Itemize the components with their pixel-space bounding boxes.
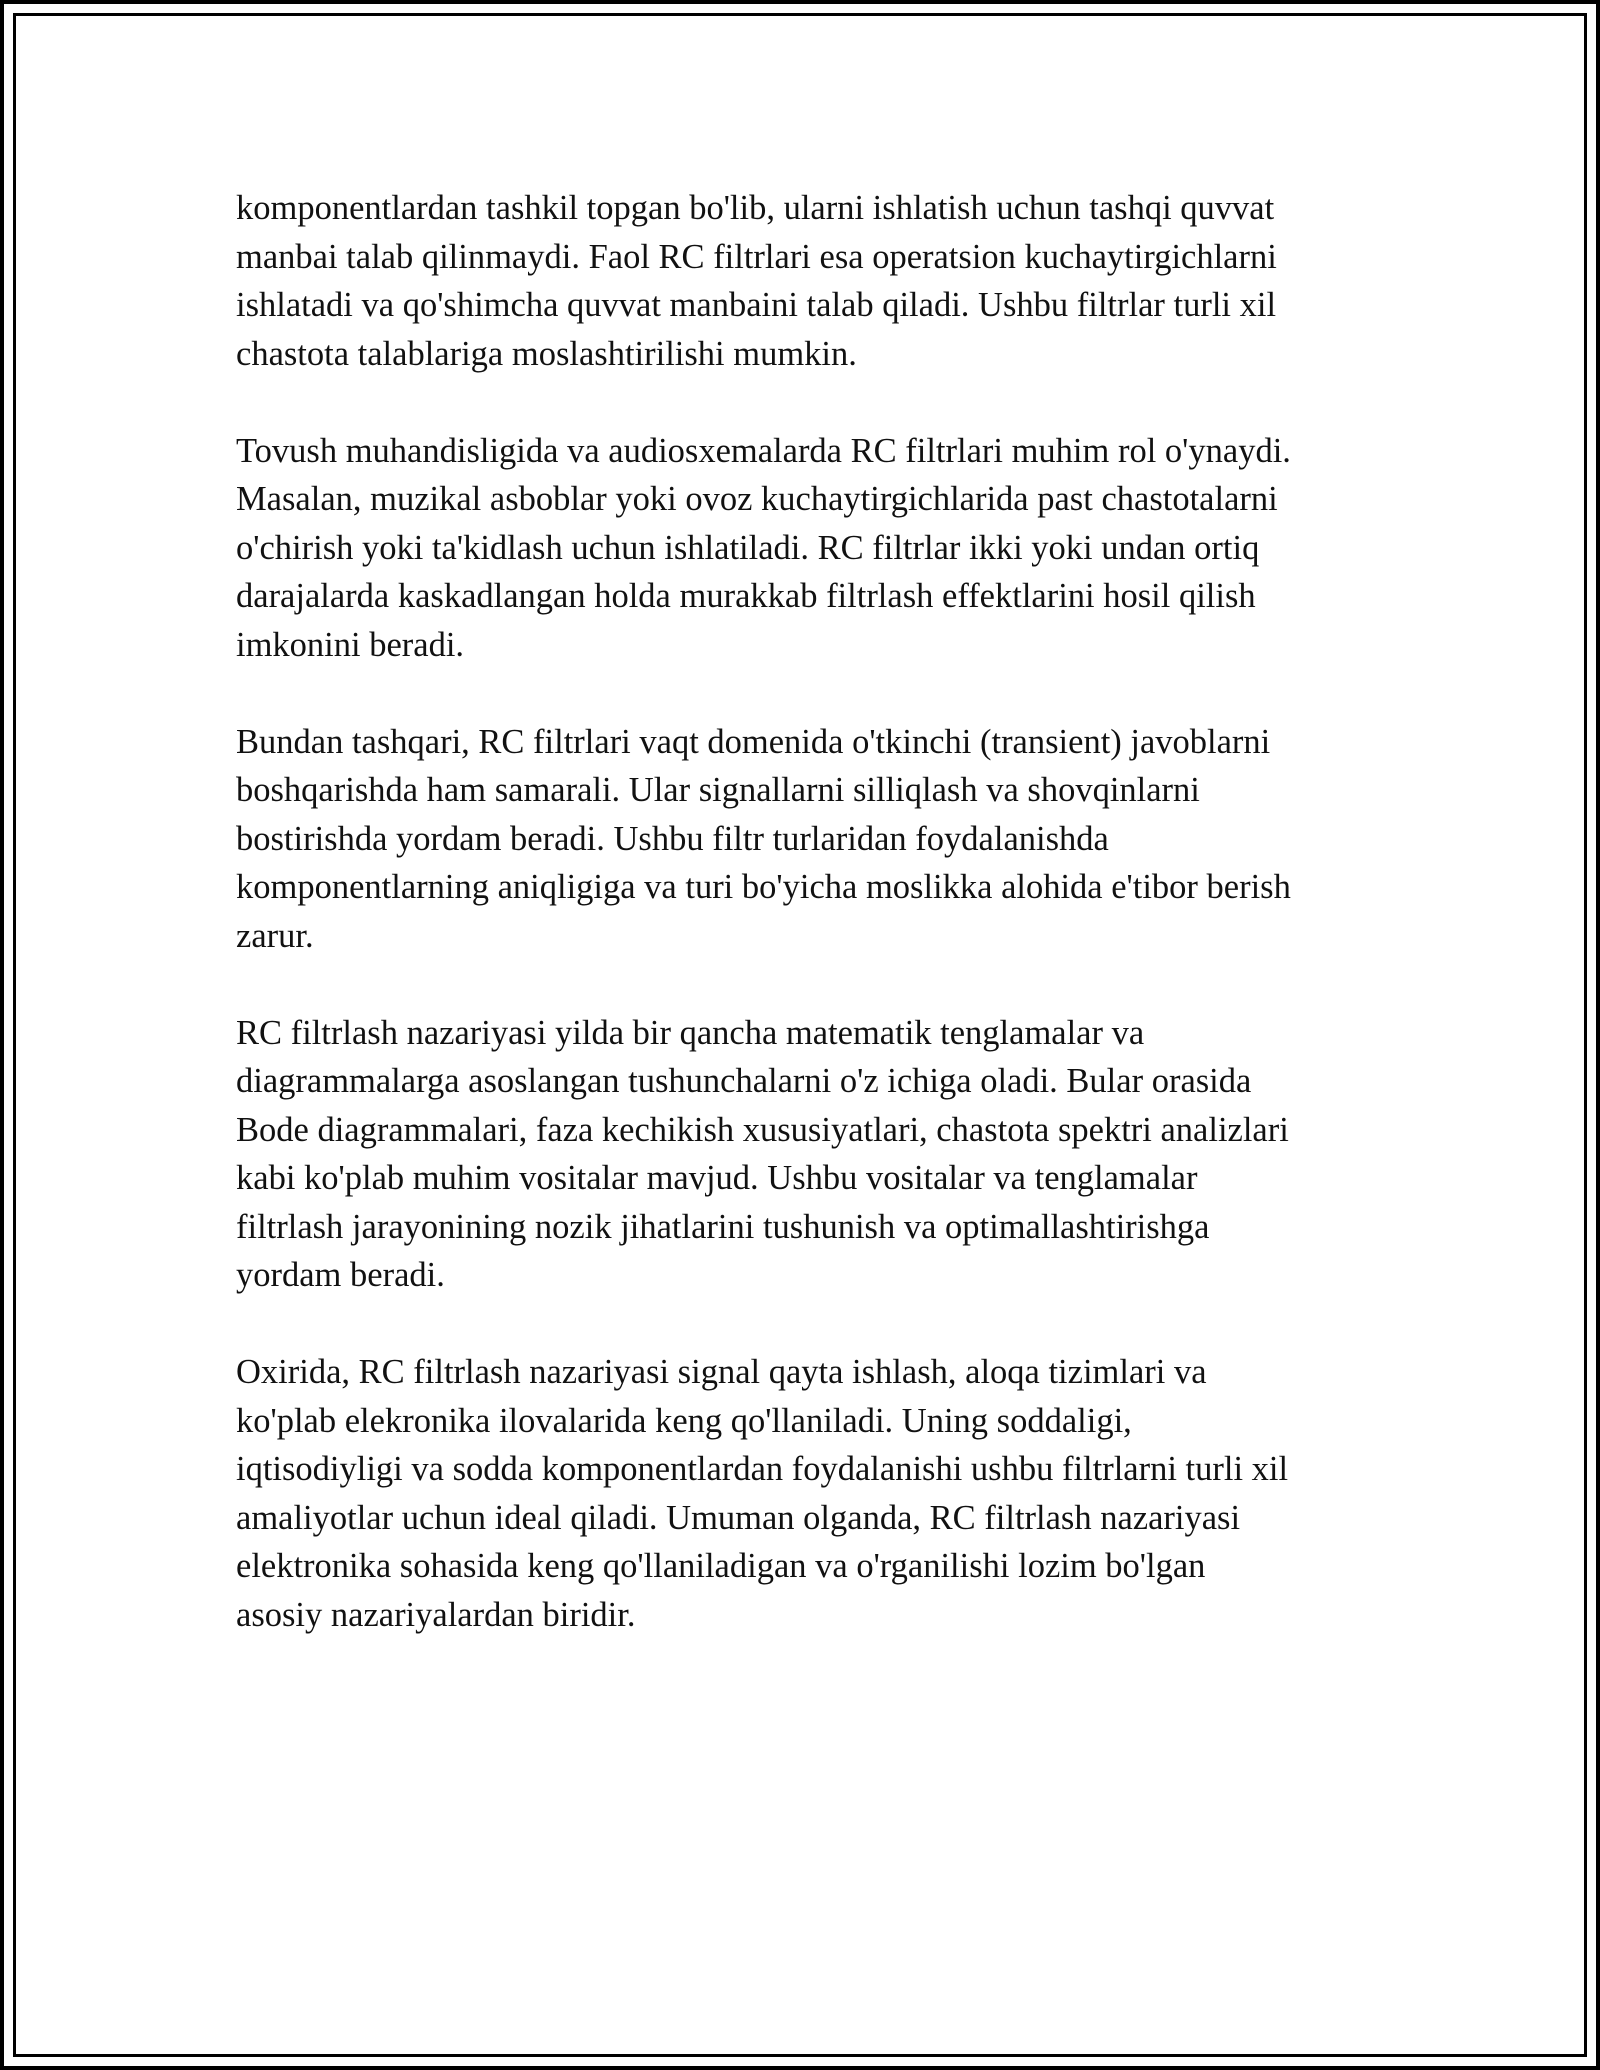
paragraph-5 (236, 1348, 1366, 1639)
paragraph-1 (236, 184, 1366, 378)
text-line: Masalan, muzikal asboblar yoki ovoz kuchaytirgichlarida past chastotalarni (236, 480, 1278, 518)
text-line: RC filtrlash nazariyasi yilda bir qancha matematik tenglamalar va (236, 1013, 1145, 1052)
text-line: komponentlarning aniqligiga va turi bo'yicha moslikka alohida e'tibor berish (236, 868, 1291, 906)
text-line: diagrammalarga asoslangan tushunchalarni o'z ichiga oladi. Bular orasida (236, 1062, 1252, 1100)
text-line: Oxirida, RC filtrlash nazariyasi signal qayta ishlash, aloqa tizimlari va (236, 1353, 1207, 1391)
text-line: filtrlash jarayonining nozik jihatlarini tushunish va optimallashtirishga (236, 1207, 1210, 1246)
text-line: chastota talablariga moslashtirilishi mumkin. (236, 334, 857, 373)
paragraph-2 (236, 427, 1366, 670)
text-line: ishlatadi va qo'shimcha quvvat manbaini talab qiladi. Ushbu filtrlar turli xil (236, 286, 1277, 324)
text-line: iqtisodiyligi va sodda komponentlardan foydalanishi ushbu filtrlarni turli xil (236, 1450, 1289, 1488)
text-line: yordam beradi. (236, 1256, 445, 1294)
text-line: amaliyotlar uchun ideal qiladi. Umuman olganda, RC filtrlash nazariyasi (236, 1498, 1241, 1537)
text-line: kabi ko'plab muhim vositalar mavjud. Ushbu vositalar va tenglamalar (236, 1159, 1198, 1197)
text-line: ko'plab elekronika ilovalarida keng qo'llaniladi. Uning soddaligi, (236, 1401, 1132, 1440)
text-line: elektronika sohasida keng qo'llaniladigan va o'rganilishi lozim bo'lgan (236, 1547, 1206, 1585)
text-line: darajalarda kaskadlangan holda murakkab filtrlash effektlarini hosil qilish (236, 577, 1256, 615)
text-line: asosiy nazariyalardan biridir. (236, 1595, 636, 1634)
text-line: boshqarishda ham samarali. Ular signallarni silliqlash va shovqinlarni (236, 771, 1200, 809)
text-line: zarur. (236, 916, 314, 955)
text-line: imkonini beradi. (236, 625, 465, 664)
text-line: Bode diagrammalari, faza kechikish xususiyatlari, chastota spektri analizlari (236, 1110, 1289, 1149)
text-line: Bundan tashqari, RC filtrlari vaqt domenida o'tkinchi (transient) javoblarni (236, 722, 1271, 761)
text-line: manbai talab qilinmaydi. Faol RC filtrlari esa operatsion kuchaytirgichlarni (236, 237, 1277, 276)
paragraph-3 (236, 718, 1366, 961)
text-line: komponentlardan tashkil topgan bo'lib, ularni ishlatish uchun tashqi quvvat (236, 189, 1275, 227)
document-body (236, 184, 1366, 1639)
text-line: Tovush muhandisligida va audiosxemalarda RC filtrlari muhim rol o'ynaydi. (236, 431, 1291, 470)
text-line: bostirishda yordam beradi. Ushbu filtr turlaridan foydalanishda (236, 819, 1109, 858)
text-line: o'chirish yoki ta'kidlash uchun ishlatiladi. RC filtrlar ikki yoki undan ortiq (236, 528, 1260, 567)
paragraph-4 (236, 1009, 1366, 1300)
